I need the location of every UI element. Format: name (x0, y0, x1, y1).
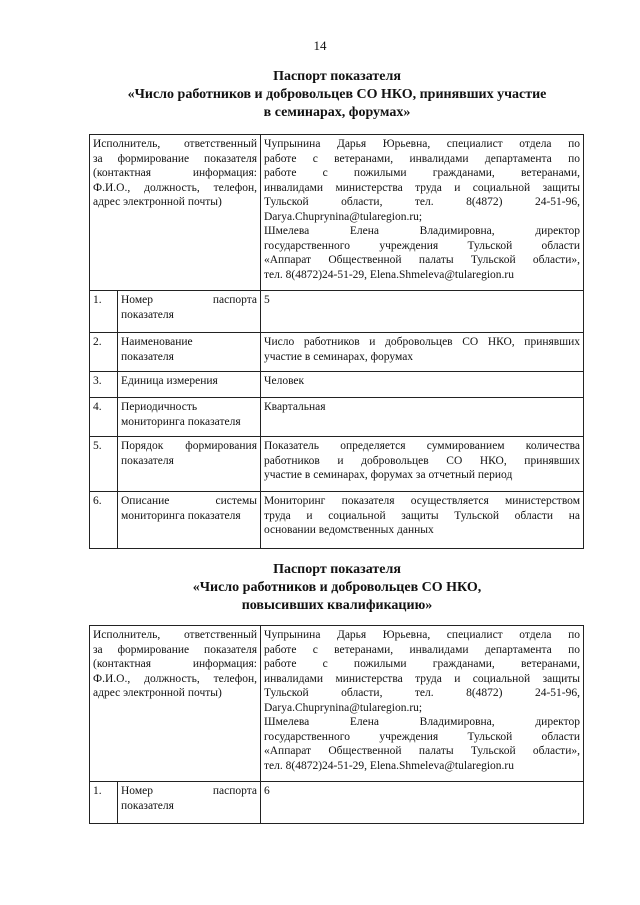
passport2-title (90, 561, 584, 615)
text-line: Мониторинг показателя осуществляется министерством (264, 495, 580, 507)
text-line: работе с ветеранами, инвалидами департамента по (264, 152, 580, 165)
text-line: Darya.Chuprynina@tularegion.ru; (264, 701, 423, 714)
text-line: труда и социальной защиты Тульской области на (264, 509, 580, 522)
text-line: Шмелева Елена Владимировна, директор (264, 225, 580, 237)
row-value: Человек (261, 372, 584, 398)
text-line: Ф.И.О., должность, телефон, (93, 672, 257, 685)
text-line: инвалидами министерства труда и социальной защиты (264, 672, 580, 685)
passport1-title-line: в семинарах, форумах» (263, 105, 411, 120)
text-line: работе с пожилыми гражданами, ветеранами, (264, 167, 580, 179)
text-line: работников и добровольцев СО НКО, принявших (264, 454, 580, 467)
text-line: Тульской области, тел. 8(4872) 24-51-96, (264, 196, 580, 208)
table-row (90, 782, 584, 824)
text-line: Единица измерения (121, 375, 218, 387)
executor-row (90, 626, 584, 782)
table-row (90, 398, 584, 437)
executor-value (261, 626, 584, 782)
text-line: Исполнитель, ответственный (93, 138, 257, 150)
table-row (90, 372, 584, 398)
text-line: Тульской области, тел. 8(4872) 24-51-96, (264, 687, 580, 699)
text-line: за формирование показателя (93, 152, 257, 165)
text-line: адрес электронной почты) (93, 196, 222, 208)
text-line: работе с пожилыми гражданами, ветеранами, (264, 658, 580, 670)
text-line: инвалидами министерства труда и социальной защиты (264, 181, 580, 194)
row-label (118, 291, 261, 333)
text-line: Показатель определяется суммированием количества (264, 440, 580, 452)
row-number: 3. (90, 372, 118, 398)
text-line: тел. 8(4872)24-51-29, Elena.Shmeleva@tularegion.ru (264, 759, 515, 772)
text-line: Номер паспорта (121, 785, 257, 797)
text-line: Исполнитель, ответственный (93, 629, 257, 641)
row-label (118, 372, 261, 398)
table-row (90, 291, 584, 333)
passport1-title-line: Паспорт показателя (273, 69, 401, 84)
row-number: 5. (90, 437, 118, 492)
row-value (261, 333, 584, 372)
row-value: 6 (261, 782, 584, 824)
text-line: работе с ветеранами, инвалидами департамента по (264, 643, 580, 656)
text-line: показателя (121, 350, 174, 363)
row-number: 6. (90, 492, 118, 549)
text-line: Шмелева Елена Владимировна, директор (264, 716, 580, 728)
text-line: Описание системы (121, 495, 257, 507)
text-line: Периодичность (121, 401, 198, 413)
text-line: основании ведомственных данных (264, 524, 434, 536)
row-number: 4. (90, 398, 118, 437)
text-line: показателя (121, 308, 174, 321)
text-line: мониторинга показателя (121, 509, 241, 522)
text-line: Чупрынина Дарья Юрьевна, специалист отдела по (264, 629, 580, 641)
page-number: 14 (313, 38, 327, 53)
text-line: показателя (121, 799, 174, 812)
text-line: Чупрынина Дарья Юрьевна, специалист отдела по (264, 138, 580, 150)
passport1-table (89, 134, 584, 549)
text-line: мониторинга показателя (121, 415, 241, 428)
text-line: показателя (121, 454, 174, 467)
text-line: государственного учреждения Тульской области (264, 730, 580, 743)
row-value (261, 437, 584, 492)
row-label (118, 437, 261, 492)
row-label (118, 492, 261, 549)
row-number: 1. (90, 291, 118, 333)
text-line: Darya.Chuprynina@tularegion.ru; (264, 210, 423, 223)
passport2-title-line: «Число работников и добровольцев СО НКО, (192, 580, 482, 595)
row-number: 1. (90, 782, 118, 824)
row-label (118, 782, 261, 824)
text-line: «Аппарат Общественной палаты Тульской области», (264, 254, 580, 266)
text-line: государственного учреждения Тульской области (264, 239, 580, 252)
executor-value (261, 135, 584, 291)
text-line: «Аппарат Общественной палаты Тульской области», (264, 745, 580, 757)
text-line: за формирование показателя (93, 643, 257, 656)
passport1-title (90, 68, 584, 122)
passport1-title-line: «Число работников и добровольцев СО НКО, принявших участие (127, 87, 547, 102)
executor-label (90, 626, 261, 782)
row-label (118, 333, 261, 372)
row-value: Квартальная (261, 398, 584, 437)
text-line: (контактная информация: (93, 658, 257, 670)
row-value: 5 (261, 291, 584, 333)
executor-row (90, 135, 584, 291)
text-line: Наименование (121, 336, 193, 348)
text-line: Ф.И.О., должность, телефон, (93, 181, 257, 194)
passport2-title-line: повысивших квалификацию» (241, 598, 433, 613)
text-line: адрес электронной почты) (93, 687, 222, 699)
table-row (90, 437, 584, 492)
table-row (90, 333, 584, 372)
row-number: 2. (90, 333, 118, 372)
text-line: Порядок формирования (121, 440, 257, 452)
passport2-title-line: Паспорт показателя (273, 562, 401, 577)
table-row (90, 492, 584, 549)
row-value (261, 492, 584, 549)
text-line: Число работников и добровольцев СО НКО, принявших (264, 336, 580, 348)
text-line: тел. 8(4872)24-51-29, Elena.Shmeleva@tularegion.ru (264, 268, 515, 281)
text-line: (контактная информация: (93, 167, 257, 179)
text-line: участие в семинарах, форумах (264, 350, 414, 363)
row-label (118, 398, 261, 437)
passport2-table (89, 625, 584, 824)
text-line: участие в семинарах, форумах за отчетный период (264, 469, 513, 481)
executor-label (90, 135, 261, 291)
text-line: Номер паспорта (121, 294, 257, 306)
